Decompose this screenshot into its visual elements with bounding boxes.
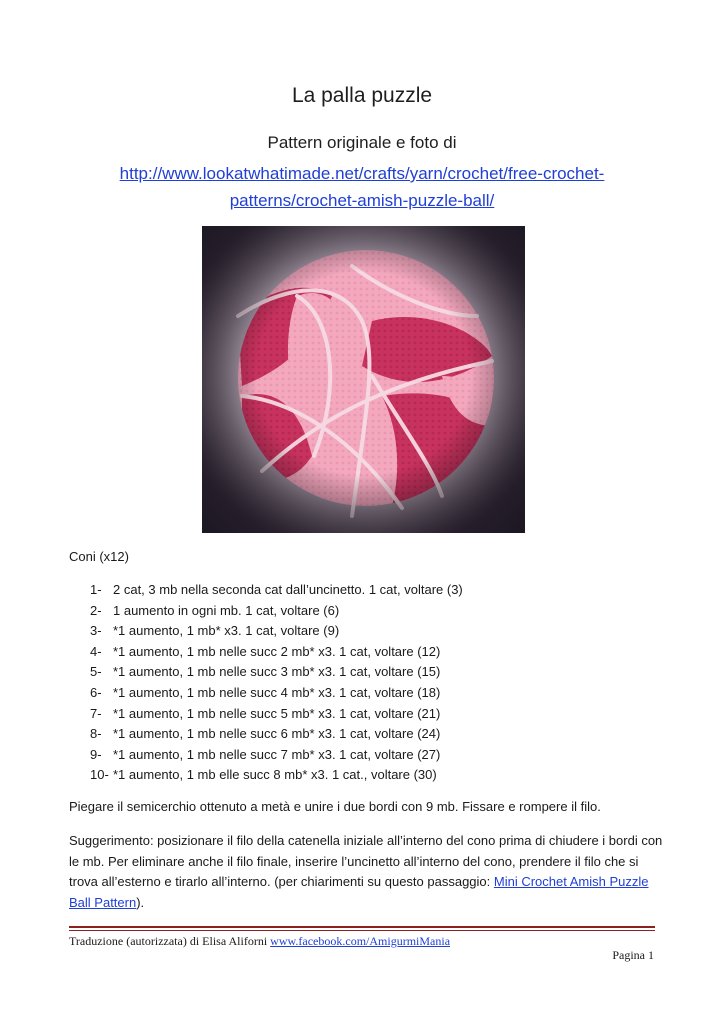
list-item	[90, 580, 463, 601]
list-item	[90, 724, 463, 745]
source-link-line-1[interactable]: http://www.lookatwhatimade.net/crafts/yarn/crochet/free-crochet-	[119, 164, 605, 183]
list-item	[90, 745, 463, 766]
footer-link[interactable]: www.facebook.com/AmigurmiMania	[270, 934, 451, 948]
step-number: 2-	[90, 602, 102, 618]
step-number: 1-	[90, 582, 102, 597]
step-text: *1 aumento, 1 mb* x3. 1 cat, voltare (9)	[113, 623, 340, 639]
footer-credit	[69, 934, 450, 949]
step-number: 6-	[90, 684, 102, 700]
step-text: *1 aumento, 1 mb nelle succ 7 mb* x3. 1 cat, voltare (27)	[113, 746, 441, 762]
step-number: 9-	[90, 746, 102, 762]
footer-divider-thin	[69, 930, 655, 931]
step-text: *1 aumento, 1 mb nelle succ 4 mb* x3. 1 cat, voltare (18)	[113, 684, 441, 700]
step-text: *1 aumento, 1 mb elle succ 8 mb* x3. 1 cat., voltare (30)	[113, 767, 437, 783]
step-text: *1 aumento, 1 mb nelle succ 6 mb* x3. 1 cat, voltare (24)	[113, 726, 441, 742]
step-text: *1 aumento, 1 mb nelle succ 3 mb* x3. 1 cat, voltare (15)	[113, 664, 441, 680]
list-item	[90, 683, 463, 704]
step-number: 5-	[90, 664, 102, 680]
source-link[interactable]	[60, 160, 664, 214]
step-number: 4-	[90, 643, 102, 659]
steps-list	[90, 580, 463, 786]
step-number: 3-	[90, 623, 102, 639]
crochet-puzzle-ball-photo	[202, 226, 525, 533]
footer-text: Traduzione (autorizzata) di Elisa Aliforni	[69, 934, 271, 948]
list-item	[90, 601, 463, 622]
page-number: Pagina 1	[612, 948, 654, 962]
footer-divider	[69, 926, 655, 928]
tip-text: Suggerimento: posizionare il filo della catenella iniziale all’interno del cono prima di chiudere i bordi con le mb. Per eliminare anche il filo finale, inserire l’uncinetto all’interno del cono, prendere il filo che si trova all’esterno e tirarlo all’interno. (per chiarimenti su questo passaggio:	[69, 833, 663, 890]
fold-paragraph: Piegare il semicerchio ottenuto a metà e unire i due bordi con 9 mb. Fissare e rompere il filo.	[69, 799, 601, 814]
list-item	[90, 765, 463, 786]
step-text: *1 aumento, 1 mb nelle succ 5 mb* x3. 1 cat, voltare (21)	[113, 705, 441, 721]
step-number: 8-	[90, 726, 102, 742]
step-number: 7-	[90, 705, 102, 721]
list-item	[90, 704, 463, 725]
tip-paragraph	[69, 831, 669, 913]
source-link-line-2[interactable]: patterns/crochet-amish-puzzle-ball/	[229, 191, 495, 210]
section-heading: Coni (x12)	[69, 549, 129, 564]
list-item	[90, 662, 463, 683]
list-item	[90, 642, 463, 663]
tip-link[interactable]: Mini Crochet Amish Puzzle Ball Pattern	[69, 874, 649, 910]
step-text: 1 aumento in ogni mb. 1 cat, voltare (6)	[113, 602, 340, 618]
step-number: 10-	[90, 767, 109, 783]
step-text: 2 cat, 3 mb nella seconda cat dall’uncinetto. 1 cat, voltare (3)	[113, 582, 463, 597]
step-text: *1 aumento, 1 mb nelle succ 2 mb* x3. 1 cat, voltare (12)	[113, 643, 441, 659]
document-title: La palla puzzle	[291, 84, 433, 107]
list-item	[90, 621, 463, 642]
document-subtitle: Pattern originale e foto di	[267, 133, 457, 152]
tip-end: ).	[136, 894, 145, 910]
puzzle-ball-illustration-icon	[202, 226, 525, 533]
